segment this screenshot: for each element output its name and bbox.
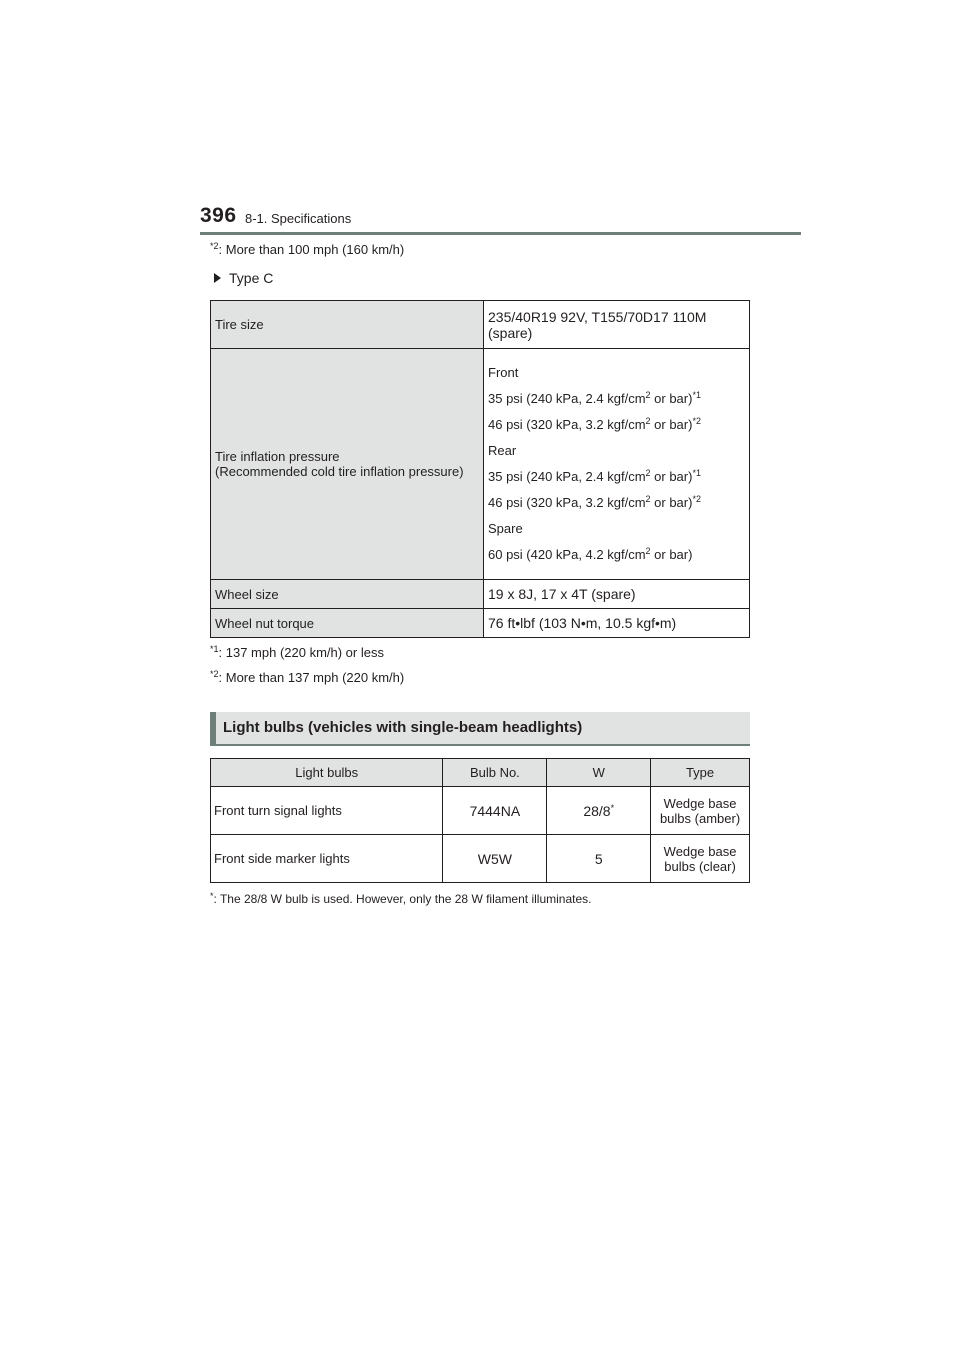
- tire-size-label: Tire size: [211, 301, 484, 349]
- section-title: 8-1. Specifications: [245, 211, 352, 226]
- footnote-mark: *: [210, 891, 214, 901]
- light-bulbs-heading-text: Light bulbs (vehicles with single-beam headlights): [223, 719, 583, 736]
- bulbs-footnote: *: The 28/8 W bulb is used. However, only the 28 W filament illuminates.: [210, 891, 592, 906]
- bulb-name: Front side marker lights: [211, 835, 443, 883]
- column-header: W: [547, 759, 651, 787]
- footnote-mark: *: [610, 802, 615, 813]
- footnote-mark: *2: [692, 494, 701, 504]
- table-row: [211, 580, 750, 609]
- rear-pressure-2: 46 psi (320 kPa, 3.2 kgf/$cm^2$ or bar)$^{*2}$: [488, 494, 701, 510]
- footnote-mark: *2: [692, 416, 701, 426]
- tire-inflation-value: [484, 349, 750, 580]
- table-row: [211, 609, 750, 638]
- tire-inflation-label: [211, 349, 484, 580]
- rear-label: Rear: [488, 443, 517, 458]
- type-heading-text: Type C: [229, 270, 274, 286]
- bulb-name: Front turn signal lights: [211, 787, 443, 835]
- type-heading: [214, 270, 273, 286]
- spare-pressure: 60 psi (420 kPa, 4.2 kgf/$cm^2$ or bar): [488, 546, 693, 562]
- bulb-type: Wedge base bulbs (amber): [651, 787, 750, 835]
- footnote-mark: *2: [210, 669, 219, 679]
- rear-pressure-1: 35 psi (240 kPa, 2.4 kgf/$cm^2$ or bar)$^{*1}$: [488, 468, 701, 484]
- footnote-2: $^{*2}$: More than 137 mph (220 km/h): [210, 669, 405, 685]
- front-pressure-1: 35 psi (240 kPa, 2.4 kgf/$cm^2$ or bar)$^{*1}$: [488, 390, 701, 406]
- light-bulbs-heading: [210, 712, 750, 746]
- tire-size-value: [484, 301, 750, 349]
- wheel-size-label: Wheel size: [211, 580, 484, 609]
- front-label: Front: [488, 365, 519, 380]
- header-rule: [200, 232, 801, 235]
- footnote-mark: *1: [692, 468, 701, 478]
- light-bulbs-table: [210, 758, 750, 883]
- bulb-number: 7444NA: [443, 787, 547, 835]
- table-row: [211, 301, 750, 349]
- bulb-watts: 28/8*: [547, 787, 651, 835]
- triangle-bullet-icon: [214, 273, 221, 283]
- column-header: Type: [651, 759, 750, 787]
- speed-note: [210, 242, 404, 257]
- heading-accent-bar: [210, 712, 216, 746]
- tire-inflation-label-line2: (Recommended cold tire inflation pressure): [215, 464, 464, 479]
- bulb-type: Wedge base bulbs (clear): [651, 835, 750, 883]
- footnote-mark: *1: [692, 390, 701, 400]
- tire-spec-table: [210, 300, 750, 638]
- table-row: [211, 835, 750, 883]
- bulb-watts: 5: [547, 835, 651, 883]
- footnote-1: $^{*1}$: 137 mph (220 km/h) or less: [210, 644, 384, 660]
- page-number: 396: [200, 204, 237, 227]
- wheel-size-value: 19 x 8J, 17 x 4T (spare): [484, 580, 750, 609]
- wheel-nut-torque-label: Wheel nut torque: [211, 609, 484, 638]
- table-row: [211, 787, 750, 835]
- tire-size-value-text: 235/40R19 92V, T155/70D17 110M (spare): [488, 308, 707, 341]
- tire-inflation-label-line1: Tire inflation pressure: [215, 449, 340, 464]
- table-header-row: [211, 759, 750, 787]
- spare-label: Spare: [488, 521, 523, 536]
- footnote-mark: *1: [210, 644, 219, 654]
- column-header: Light bulbs: [211, 759, 443, 787]
- column-header: Bulb No.: [443, 759, 547, 787]
- table-row: [211, 349, 750, 580]
- speed-note-text: : More than 100 mph (160 km/h): [218, 242, 405, 257]
- wheel-nut-torque-value: 76 ft•lbf (103 N•m, 10.5 kgf•m): [484, 609, 750, 638]
- footnote-mark: *2: [210, 241, 219, 251]
- front-pressure-2: 46 psi (320 kPa, 3.2 kgf/$cm^2$ or bar)$^{*2}$: [488, 416, 701, 432]
- bulb-number: W5W: [443, 835, 547, 883]
